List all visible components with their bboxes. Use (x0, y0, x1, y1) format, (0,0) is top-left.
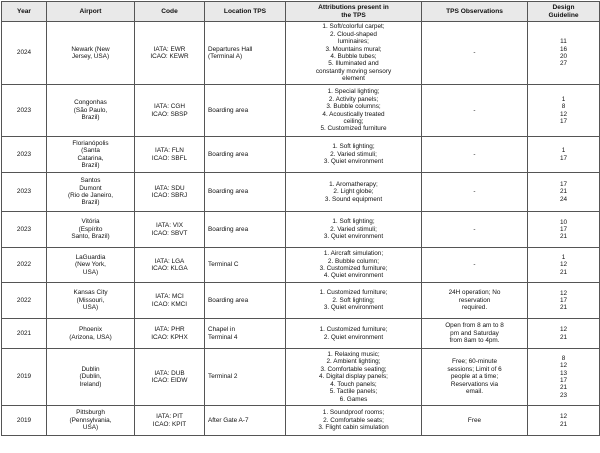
location-cell (205, 212, 286, 248)
attributions-cell (286, 349, 422, 406)
airport-cell-line: Vitória (81, 218, 100, 226)
code-cell-line: ICAO: KPIT (152, 420, 187, 428)
observations-cell-line: - (473, 106, 476, 114)
attributions-cell-line: 2. Ambient lighting; (326, 358, 381, 366)
airport-cell-line: (Arizona, USA) (69, 333, 112, 341)
attributions-cell-line: 2. Light globe; (333, 188, 374, 196)
attributions-cell-line: 2. Comfortable seats; (323, 416, 384, 424)
airport-cell-line: USA) (82, 424, 99, 432)
guideline-cell-line: 12 (559, 261, 568, 269)
header-code: Code (135, 2, 205, 22)
year-cell: 2024 (2, 22, 47, 85)
airport-cell-line: (Santa (81, 147, 100, 155)
year-cell: 2019 (2, 349, 47, 406)
location-cell (205, 248, 286, 283)
table-row (2, 248, 600, 283)
airport-cell (47, 248, 135, 283)
attributions-cell-line: 1. Aromatherapy; (329, 180, 378, 188)
guideline-cell-line: 12 (559, 362, 568, 370)
code-cell (135, 85, 205, 137)
observations-cell (422, 137, 528, 173)
guideline-cell (528, 137, 600, 173)
attributions-cell-line: 1. Aircraft simulation; (323, 250, 384, 258)
code-cell-line: ICAO: KPHX (151, 333, 188, 341)
attributions-cell-line: 2. Soft lighting; (332, 296, 375, 304)
observations-cell-line: Reservations via (450, 380, 499, 388)
guideline-cell-line: 21 (559, 268, 568, 276)
attributions-cell (286, 319, 422, 349)
header-location: Location TPS (205, 2, 286, 22)
attributions-cell-line: 3. Mountains mural; (325, 45, 382, 53)
attributions-cell-line: 3. Flight cabin simulation (318, 424, 389, 432)
attributions-cell (286, 173, 422, 212)
header-airport: Airport (47, 2, 135, 22)
guideline-cell-line: 8 (561, 103, 566, 111)
location-cell-line: Boarding area (208, 296, 249, 304)
table-row (2, 349, 600, 406)
location-cell (205, 406, 286, 436)
guideline-cell-line: 21 (559, 188, 568, 196)
airport-cell-line: (Missouri, (76, 296, 105, 304)
airport-cell (47, 173, 135, 212)
guideline-cell-line: 24 (559, 195, 568, 203)
airport-cell-line: Brazil) (81, 199, 100, 207)
code-cell-line: IATA: EWR (153, 45, 186, 53)
attributions-cell-line: 1. Customized furniture; (319, 326, 388, 334)
airport-cell-line: Congonhas (74, 99, 107, 107)
airport-cell (47, 85, 135, 137)
location-cell-line: (Terminal A) (208, 53, 243, 60)
airport-cell-line: Catarina, (77, 154, 104, 162)
guideline-cell-line: 23 (559, 391, 568, 399)
airport-cell-line: Santo, Brazil) (71, 233, 110, 241)
airport-cell-line: (Dublin, (79, 373, 102, 381)
code-cell-line: ICAO: SBVT (151, 229, 188, 237)
airport-cell-line: (Rio de Janeiro, (67, 192, 114, 199)
observations-cell-line: Free; 60-minute (451, 358, 498, 366)
guideline-cell-line: 13 (559, 369, 568, 377)
attributions-cell (286, 212, 422, 248)
observations-cell-line: reservation (458, 296, 491, 304)
observations-cell (422, 349, 528, 406)
observations-cell-line: required. (461, 304, 488, 312)
airport-cell-line: (São Paulo, (73, 106, 108, 114)
year-cell: 2022 (2, 248, 47, 283)
airport-cell-line: Dumont (79, 184, 102, 192)
attributions-cell-line: 5. Illuminated and (328, 60, 379, 68)
observations-cell-line: - (473, 225, 476, 233)
attributions-cell-line: 5. Customized furniture (320, 125, 387, 133)
attributions-cell-line: constantly moving sensory (315, 67, 392, 75)
code-cell-line: ICAO: KLGA (151, 265, 188, 272)
guideline-cell-line: 17 (559, 296, 568, 304)
airport-cell-line: Santos (80, 177, 101, 185)
attributions-cell-line: 1. Soft lighting; (332, 218, 375, 226)
guideline-cell-line: 1 (561, 95, 566, 103)
airport-cell (47, 406, 135, 436)
code-cell-line: IATA: PIT (156, 413, 183, 421)
airport-cell-line: (New York, (75, 261, 106, 269)
airport-cell (47, 283, 135, 319)
code-cell-line: ICAO: EIDW (151, 377, 188, 384)
location-cell-line: Boarding area (208, 150, 249, 158)
observations-cell-line: - (473, 49, 476, 57)
airport-cell-line: LaGuardia (75, 253, 106, 261)
attributions-cell-line: luminaires; (338, 38, 369, 46)
airport-cell-line: Pittsburgh (76, 409, 105, 417)
year-cell: 2023 (2, 173, 47, 212)
observations-cell (422, 406, 528, 436)
guideline-cell-line: 12 (559, 326, 568, 334)
airport-cell-line: Brazil) (81, 114, 100, 122)
observations-cell-line: - (473, 150, 476, 158)
guideline-cell-line: 21 (559, 384, 568, 392)
guideline-cell (528, 22, 600, 85)
header-year: Year (2, 2, 47, 22)
attributions-cell-line: 2. Activity panels; (328, 95, 379, 103)
location-cell (205, 349, 286, 406)
table-row (2, 283, 600, 319)
tps-table (1, 1, 600, 436)
year-cell: 2023 (2, 85, 47, 137)
attributions-cell-line: 3. Sound equipment (324, 195, 383, 203)
attributions-cell-line: 2. Varied stimuli; (330, 225, 377, 233)
guideline-cell-line: 16 (559, 45, 568, 53)
year-cell: 2022 (2, 283, 47, 319)
observations-cell-line: pm and Saturday (450, 329, 499, 337)
attributions-cell-line: 3. Bubble columns; (326, 103, 381, 111)
attributions-cell-line: 4. Digital display panels; (319, 373, 388, 381)
year-cell: 2023 (2, 212, 47, 248)
guideline-cell-line: 10 (559, 218, 568, 226)
location-cell-line: Boarding area (208, 106, 249, 114)
airport-cell-line: Phoenix (78, 326, 103, 334)
attributions-cell-line: 1. Soft lighting; (332, 143, 375, 151)
airport-cell (47, 319, 135, 349)
table-row (2, 137, 600, 173)
code-cell (135, 319, 205, 349)
location-cell (205, 319, 286, 349)
guideline-cell-line: 17 (559, 377, 568, 384)
guideline-cell (528, 319, 600, 349)
attributions-cell-line: 4. Acoustically treated (322, 110, 385, 118)
guideline-cell (528, 406, 600, 436)
code-cell-line: ICAO: SBRJ (151, 192, 188, 199)
guideline-cell-line: 21 (559, 420, 568, 428)
code-cell-line: IATA: SDU (154, 184, 185, 192)
observations-cell-line: sessions; Limit of 6 (447, 365, 502, 373)
observations-cell-line: Open from 8 am to 8 (445, 322, 504, 330)
airport-cell (47, 212, 135, 248)
observations-cell (422, 248, 528, 283)
code-cell-line: IATA: CGH (153, 103, 185, 111)
location-cell-line: Terminal C (208, 261, 239, 269)
observations-cell-line: Free (467, 416, 482, 424)
code-cell (135, 406, 205, 436)
header-row (2, 2, 600, 22)
code-cell-line: IATA: VIX (155, 222, 184, 230)
attributions-cell (286, 85, 422, 137)
guideline-cell-line: 11 (560, 38, 567, 46)
observations-cell (422, 173, 528, 212)
observations-cell-line: - (473, 188, 476, 196)
table-body (2, 22, 600, 436)
observations-cell (422, 283, 528, 319)
airport-cell (47, 137, 135, 173)
attributions-cell-line: 1. Soundproof rooms; (322, 409, 385, 417)
location-cell-line: After Gate A-7 (208, 416, 249, 424)
code-cell (135, 173, 205, 212)
guideline-cell (528, 283, 600, 319)
code-cell-line: IATA: FLN (155, 147, 184, 155)
header-guideline: Design Guideline (528, 2, 600, 22)
airport-cell (47, 349, 135, 406)
attributions-cell-line: 1. Special lighting; (327, 88, 380, 96)
attributions-cell-line: 1. Soft/colorful carpet; (322, 23, 385, 31)
code-cell-line: IATA: LGA (154, 257, 185, 265)
guideline-cell-line: 21 (559, 333, 568, 341)
airport-cell-line: (Pennsylvania, (69, 416, 112, 424)
attributions-cell-line: 4. Bubble tubes; (330, 53, 377, 60)
guideline-cell-line: 17 (559, 225, 568, 233)
code-cell (135, 22, 205, 85)
airport-cell-line: USA) (82, 268, 99, 276)
header-observations: TPS Observations (422, 2, 528, 22)
location-cell (205, 173, 286, 212)
attributions-cell-line: 5. Tactile panels; (329, 388, 378, 396)
attributions-cell-line: element (342, 75, 365, 83)
header-attributions: Attributions present in the TPS (286, 2, 422, 22)
guideline-cell-line: 1 (561, 147, 566, 155)
attributions-cell (286, 406, 422, 436)
attributions-cell-line: 3. Quiet environment (323, 304, 384, 312)
location-cell-line: Terminal 4 (208, 333, 238, 341)
location-cell-line: Boarding area (208, 225, 249, 233)
observations-cell-line: people at a time; (450, 373, 499, 381)
airport-cell-line: Florianópolis (72, 139, 109, 147)
attributions-cell-line: 2. Cloud-shaped (330, 30, 377, 38)
attributions-cell (286, 248, 422, 283)
table-row (2, 319, 600, 349)
attributions-cell-line: 2. Bubble column; (327, 257, 380, 265)
attributions-cell-line: 3. Comfortable seating; (320, 365, 387, 373)
table-row (2, 85, 600, 137)
observations-cell (422, 319, 528, 349)
airport-cell-line: Brazil) (81, 161, 100, 169)
observations-cell (422, 22, 528, 85)
table-row (2, 406, 600, 436)
airport-cell-line: USA) (82, 304, 99, 312)
guideline-cell (528, 349, 600, 406)
guideline-cell-line: 12 (559, 413, 568, 421)
attributions-cell-line: 6. Games (339, 395, 368, 403)
attributions-cell-line: 3. Customized furniture; (319, 265, 388, 272)
guideline-cell-line: 21 (559, 304, 568, 312)
observations-cell-line: 24H operation; No (448, 289, 501, 297)
code-cell-line: IATA: PHR (154, 326, 185, 334)
year-cell: 2021 (2, 319, 47, 349)
year-cell: 2023 (2, 137, 47, 173)
attributions-cell-line: 1. Relaxing music; (327, 351, 380, 359)
location-cell-line: Boarding area (208, 188, 249, 196)
code-cell (135, 137, 205, 173)
code-cell (135, 283, 205, 319)
guideline-cell (528, 173, 600, 212)
airport-cell-line: (Espírito (78, 225, 103, 233)
attributions-cell (286, 137, 422, 173)
guideline-cell-line: 12 (559, 289, 568, 297)
guideline-cell (528, 212, 600, 248)
guideline-cell-line: 8 (561, 355, 566, 363)
code-cell (135, 248, 205, 283)
table-row (2, 173, 600, 212)
guideline-cell-line: 1 (561, 254, 566, 262)
location-cell (205, 22, 286, 85)
code-cell-line: ICAO: KEWR (150, 53, 189, 60)
code-cell (135, 349, 205, 406)
code-cell (135, 212, 205, 248)
location-cell (205, 85, 286, 137)
observations-cell-line: - (473, 261, 476, 269)
guideline-cell (528, 248, 600, 283)
airport-cell-line: Ireland) (79, 380, 102, 388)
guideline-cell-line: 17 (559, 181, 568, 189)
attributions-cell-line: ceiling; (343, 117, 364, 125)
attributions-cell (286, 283, 422, 319)
table-row (2, 212, 600, 248)
code-cell-line: IATA: MCI (155, 293, 184, 301)
table-row (2, 22, 600, 85)
airport-cell-line: Jersey, USA) (71, 53, 110, 60)
location-cell-line: Departures Hall (208, 45, 253, 53)
guideline-cell-line: 27 (559, 60, 568, 68)
code-cell-line: ICAO: SBFL (151, 154, 188, 162)
observations-cell-line: from 8am to 4pm. (449, 337, 500, 345)
code-cell-line: ICAO: SBSP (151, 110, 188, 118)
airport-cell-line: Dublin (81, 365, 100, 373)
attributions-cell-line: 2. Varied stimuli; (330, 150, 377, 158)
attributions-cell-line: 1. Customized furniture; (319, 289, 388, 297)
attributions-cell-line: 4. Touch panels; (330, 380, 377, 388)
location-cell-line: Chapel in (208, 326, 236, 334)
airport-cell (47, 22, 135, 85)
observations-cell-line: email. (465, 388, 484, 396)
attributions-cell-line: 3. Quiet environment (323, 233, 384, 241)
attributions-cell-line: 3. Quiet environment (323, 158, 384, 166)
location-cell-line: Terminal 2 (208, 373, 238, 381)
airport-cell-line: Newark (New (71, 45, 110, 53)
guideline-cell (528, 85, 600, 137)
observations-cell (422, 212, 528, 248)
attributions-cell-line: 4. Quiet environment (323, 272, 384, 280)
guideline-cell-line: 21 (559, 233, 568, 241)
location-cell (205, 283, 286, 319)
code-cell-line: ICAO: KMCI (151, 300, 188, 308)
guideline-cell-line: 17 (559, 154, 568, 162)
airport-cell-line: Kansas City (73, 289, 108, 297)
location-cell (205, 137, 286, 173)
year-cell: 2019 (2, 406, 47, 436)
observations-cell (422, 85, 528, 137)
guideline-cell-line: 17 (559, 117, 568, 125)
attributions-cell-line: 2. Quiet environment (323, 333, 384, 341)
attributions-cell (286, 22, 422, 85)
guideline-cell-line: 20 (559, 53, 568, 60)
guideline-cell-line: 12 (559, 110, 568, 118)
code-cell-line: IATA: DUB (154, 369, 185, 377)
